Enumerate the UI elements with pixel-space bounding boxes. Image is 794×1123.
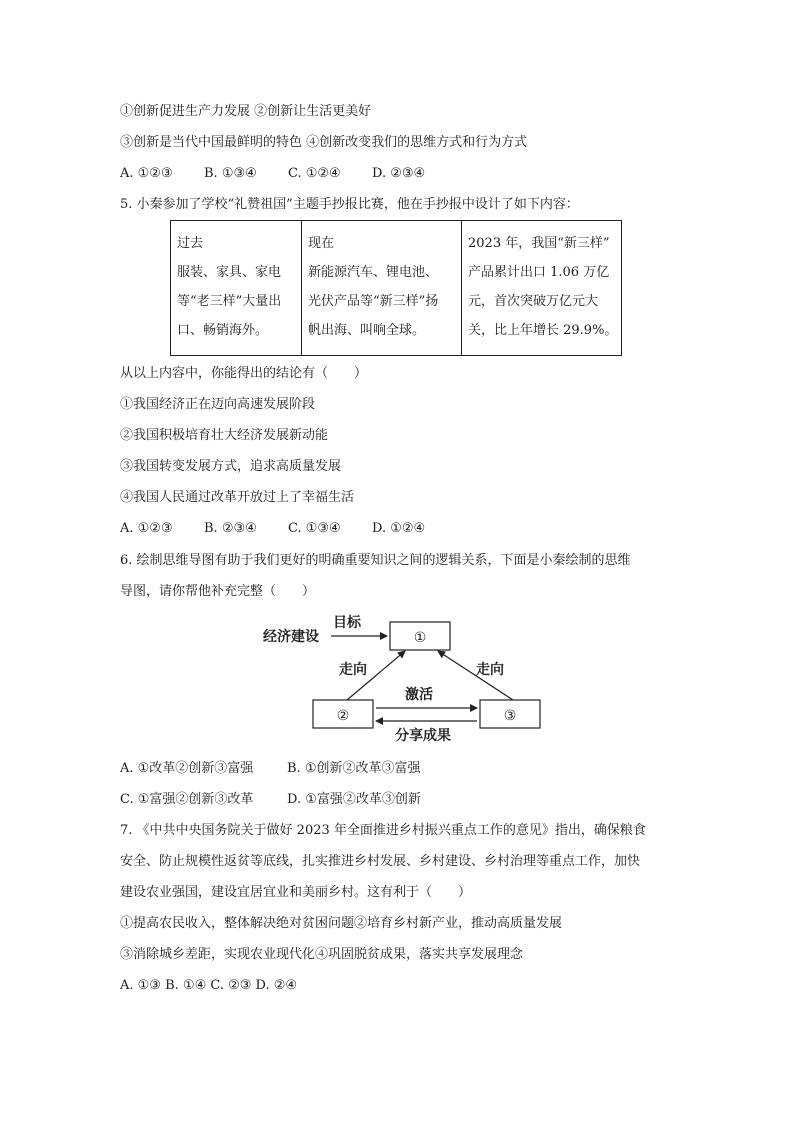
q5-option-b[interactable]: B. ②③④ bbox=[204, 521, 257, 536]
q7-statements-1-2: ①提高农民收入，整体解决绝对贫困问题②培育乡村新产业，推动高质量发展 bbox=[120, 916, 563, 931]
q7-options[interactable]: A. ①③ B. ①④ C. ②③ D. ②④ bbox=[120, 978, 298, 993]
q5-options bbox=[120, 519, 425, 539]
q6-option-a[interactable]: A. ①改革②创新③富强 bbox=[120, 761, 254, 776]
q6-stem-line-2: 导图，请你帮他补充完整（ ） bbox=[120, 584, 316, 599]
q5-statement-3: ③我国转变发展方式，追求高质量发展 bbox=[120, 459, 342, 474]
q5-table bbox=[170, 220, 622, 356]
q5-statement-2: ②我国积极培育壮大经济发展新动能 bbox=[120, 428, 329, 443]
q4-statements-1-2: ①创新促进生产力发展 ②创新让生活更美好 bbox=[120, 104, 372, 119]
label-goal: 目标 bbox=[333, 615, 361, 631]
q7-stem-line-2: 安全、防止规模性返贫等底线，扎实推进乡村发展、乡村建设、乡村治理等重点工作，加快 bbox=[120, 854, 641, 869]
table-cell-line: 帆出海、叫响全球。 bbox=[308, 323, 426, 338]
label-right-toward: 走向 bbox=[476, 662, 504, 678]
q4-option-d[interactable]: D. ②③④ bbox=[372, 166, 426, 181]
table-cell-line: 元，首次突破万亿元大 bbox=[468, 294, 599, 309]
q4-option-c[interactable]: C. ①②④ bbox=[288, 166, 341, 181]
q6-options-row-2 bbox=[120, 790, 421, 810]
q5-stem: 5. 小秦参加了学校“礼赞祖国”主题手抄报比赛，他在手抄报中设计了如下内容： bbox=[120, 197, 579, 212]
q4-statements-3-4: ③创新是当代中国最鲜明的特色 ④创新改变我们的思维方式和行为方式 bbox=[120, 135, 528, 150]
table-cell-line: 服装、家具、家电 bbox=[177, 265, 282, 280]
box-2-label: ② bbox=[336, 708, 350, 724]
box-3-label: ③ bbox=[503, 708, 517, 724]
q4-option-b[interactable]: B. ①③④ bbox=[204, 166, 257, 181]
q6-option-d[interactable]: D. ①富强②改革③创新 bbox=[287, 792, 421, 807]
q4-options bbox=[120, 164, 425, 184]
label-activate: 激活 bbox=[405, 687, 433, 703]
q5-option-c[interactable]: C. ①③④ bbox=[288, 521, 341, 536]
q4-option-a[interactable]: A. ①②③ bbox=[120, 166, 173, 181]
q5-statement-4: ④我国人民通过改革开放过上了幸福生活 bbox=[120, 490, 355, 505]
table-cell-line: 2023 年，我国“新三样” bbox=[468, 236, 610, 251]
q5-question: 从以上内容中，你能得出的结论有（ ） bbox=[120, 366, 368, 381]
q5-statement-1: ①我国经济正在迈向高速发展阶段 bbox=[120, 397, 316, 412]
q7-stem-line-1: 7. 《中共中央国务院关于做好 2023 年全面推进乡村振兴重点工作的意见》指出，确保粮食 bbox=[120, 823, 646, 838]
table-cell-line: 现在 bbox=[308, 236, 335, 251]
label-left-toward: 走向 bbox=[339, 662, 367, 678]
q5-option-a[interactable]: A. ①②③ bbox=[120, 521, 173, 536]
table-cell-line: 等“老三样”大量出 bbox=[177, 294, 282, 309]
q6-option-c[interactable]: C. ①富强②创新③改革 bbox=[120, 792, 254, 807]
q5-cell-2023 bbox=[462, 221, 622, 356]
q6-mind-map bbox=[255, 606, 555, 746]
box-1-label: ① bbox=[413, 630, 427, 646]
q6-stem-line-1: 6. 绘制思维导图有助于我们更好的明确重要知识之间的逻辑关系，下面是小秦绘制的思维 bbox=[120, 553, 631, 568]
table-cell-line: 新能源汽车、锂电池、 bbox=[308, 265, 439, 280]
q7-statements-3-4: ③消除城乡差距，实现农业现代化④巩固脱贫成果，落实共享发展理念 bbox=[120, 947, 524, 962]
q7-stem-line-3: 建设农业强国，建设宜居宜业和美丽乡村。这有利于（ ） bbox=[120, 885, 472, 900]
table-cell-line: 关，比上年增长 29.9%。 bbox=[468, 323, 618, 338]
table-cell-line: 光伏产品等“新三样”扬 bbox=[308, 294, 439, 309]
q5-cell-now bbox=[302, 221, 462, 356]
table-cell-line: 产品累计出口 1.06 万亿 bbox=[468, 265, 610, 280]
table-row bbox=[171, 221, 622, 356]
q6-options-row-1 bbox=[120, 759, 420, 779]
node-economic-construction: 经济建设 bbox=[263, 629, 319, 645]
q6-option-b[interactable]: B. ①创新②改革③富强 bbox=[287, 761, 421, 776]
q5-option-d[interactable]: D. ①②④ bbox=[372, 521, 426, 536]
q5-cell-past bbox=[171, 221, 302, 356]
table-cell-line: 口、畅销海外。 bbox=[177, 323, 269, 338]
table-cell-line: 过去 bbox=[177, 236, 204, 251]
label-share-results: 分享成果 bbox=[395, 728, 451, 744]
